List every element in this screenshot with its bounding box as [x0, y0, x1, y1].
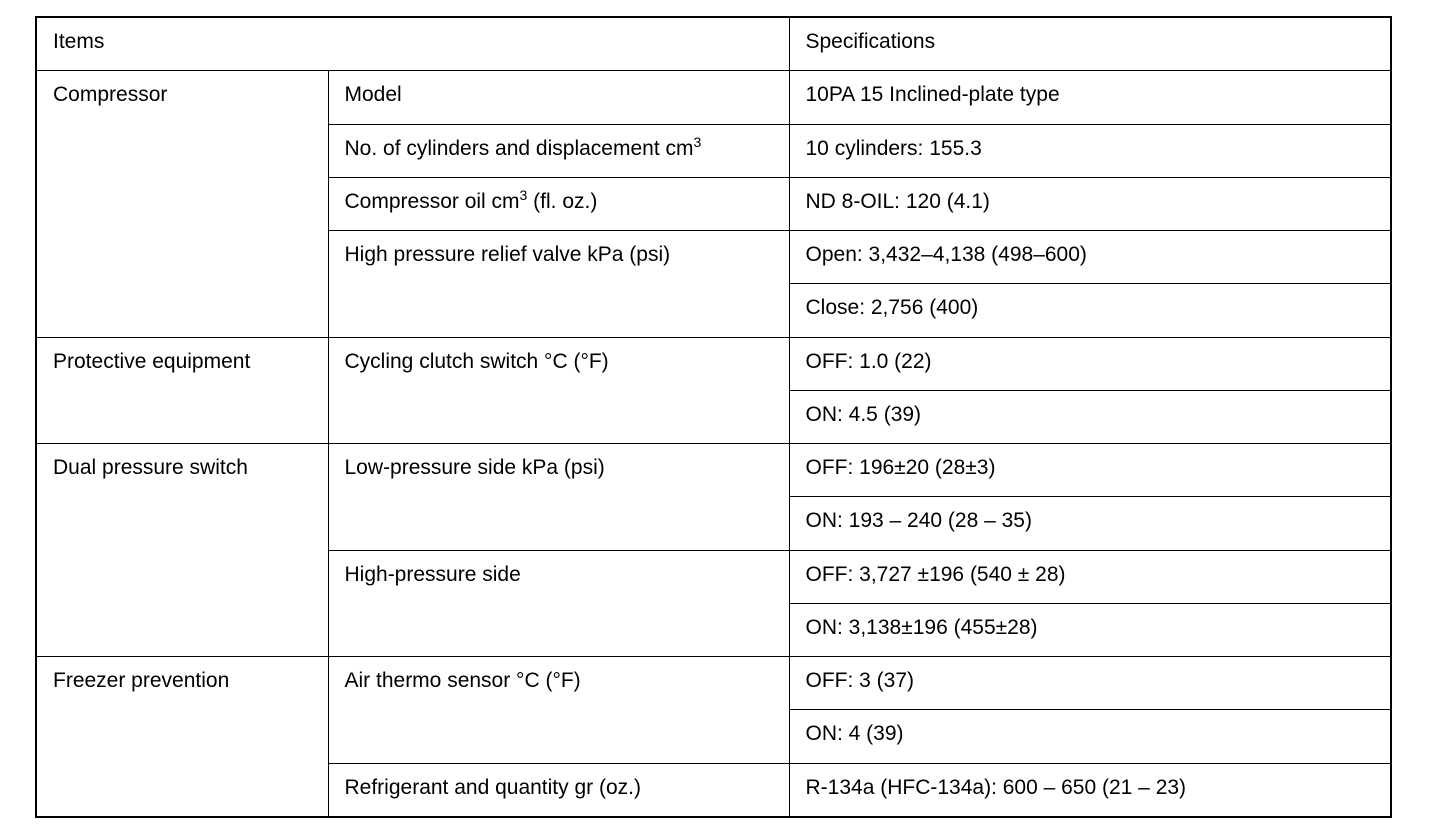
- cylinders-item-text: No. of cylinders and displacement cm: [344, 136, 694, 160]
- oil-item-text: Compressor oil cm: [344, 189, 520, 213]
- cycling-clutch-on-spec: ON: 4.5 (39): [789, 390, 1391, 443]
- cylinders-spec: 10 cylinders: 155.3: [789, 124, 1391, 177]
- protective-equipment-label: Protective equipment: [36, 337, 328, 443]
- relief-valve-item: High pressure relief valve kPa (psi): [328, 231, 789, 337]
- refrigerant-item: Refrigerant and quantity gr (oz.): [328, 763, 789, 817]
- cycling-clutch-item: Cycling clutch switch °C (°F): [328, 337, 789, 443]
- oil-spec: ND 8-OIL: 120 (4.1): [789, 177, 1391, 230]
- table-row: [36, 71, 1391, 124]
- items-header: Items: [36, 17, 789, 71]
- table-row: [36, 444, 1391, 497]
- low-pressure-on-spec: ON: 193 – 240 (28 – 35): [789, 497, 1391, 550]
- model-spec: 10PA 15 Inclined-plate type: [789, 71, 1391, 124]
- model-item: Model: [328, 71, 789, 124]
- air-thermo-item: Air thermo sensor °C (°F): [328, 657, 789, 763]
- table-row: [36, 337, 1391, 390]
- oil-item-unit: (fl. oz.): [527, 189, 598, 213]
- compressor-label: Compressor: [36, 71, 328, 337]
- high-pressure-item: High-pressure side: [328, 550, 789, 656]
- oil-item: [328, 177, 789, 230]
- refrigerant-spec: R-134a (HFC-134a): 600 – 650 (21 – 23): [789, 763, 1391, 817]
- relief-valve-close-spec: Close: 2,756 (400): [789, 284, 1391, 337]
- specifications-header: Specifications: [789, 17, 1391, 71]
- air-thermo-on-spec: ON: 4 (39): [789, 710, 1391, 763]
- low-pressure-item: Low-pressure side kPa (psi): [328, 444, 789, 550]
- table-header-row: [36, 17, 1391, 71]
- air-thermo-off-spec: OFF: 3 (37): [789, 657, 1391, 710]
- oil-item-superscript: 3: [519, 186, 528, 203]
- table-row: [36, 657, 1391, 710]
- dual-pressure-label: Dual pressure switch: [36, 444, 328, 657]
- freezer-prevention-label: Freezer prevention: [36, 657, 328, 817]
- cycling-clutch-off-spec: OFF: 1.0 (22): [789, 337, 1391, 390]
- high-pressure-off-spec: OFF: 3,727 ±196 (540 ± 28): [789, 550, 1391, 603]
- cylinders-item: [328, 124, 789, 177]
- low-pressure-off-spec: OFF: 196±20 (28±3): [789, 444, 1391, 497]
- cylinders-item-superscript: 3: [693, 133, 702, 150]
- relief-valve-open-spec: Open: 3,432–4,138 (498–600): [789, 231, 1391, 284]
- high-pressure-on-spec: ON: 3,138±196 (455±28): [789, 603, 1391, 656]
- specifications-table: [35, 16, 1392, 818]
